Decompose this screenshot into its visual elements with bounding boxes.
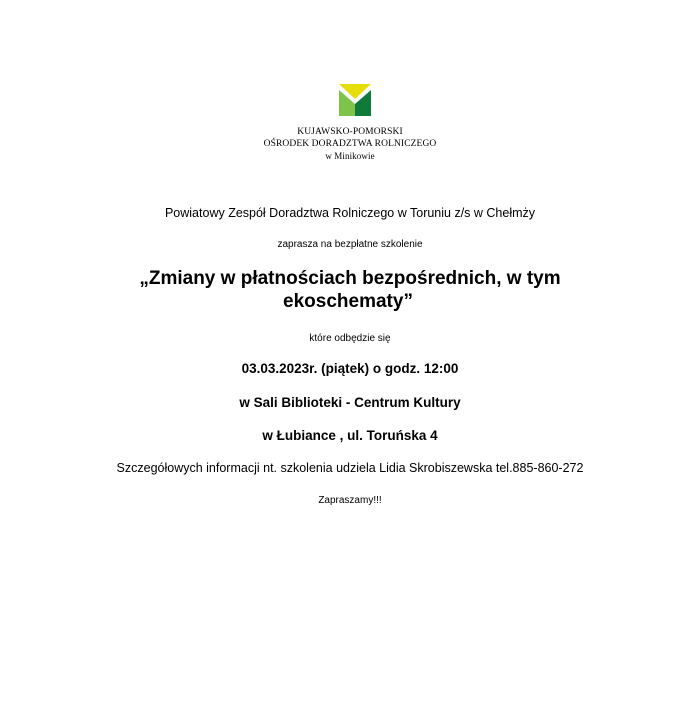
kodr-logo-icon (339, 84, 371, 116)
organization-name-line-2: OŚRODEK DORADZTWA ROLNICZEGO (263, 139, 437, 149)
which-text: które odbędzie się (309, 333, 391, 344)
event-place: w Sali Biblioteki - Centrum Kultury (239, 395, 461, 410)
contact-info: Szczegółowych informacji nt. szkolenia udziela Lidia Skrobiszewska tel.885-860-272 (116, 461, 584, 475)
organization-name-line-1: KUJAWSKO-POMORSKI (297, 127, 403, 137)
organization-location: w Minikowie (325, 151, 375, 161)
welcome-text: Zapraszamy!!! (318, 495, 382, 506)
training-title-line-1: „Zmiany w płatnościach bezpośrednich, w tym (139, 268, 561, 289)
event-date: 03.03.2023r. (piątek) o godz. 12:00 (241, 361, 459, 376)
invite-text: zaprasza na bezpłatne szkolenie (277, 239, 423, 250)
organizer-text: Powiatowy Zespół Doradztwa Rolniczego w Toruniu z/s w Chełmży (164, 206, 536, 220)
event-address: w Łubiance , ul. Toruńska 4 (262, 428, 438, 443)
training-title-line-2: ekoschematy” (283, 291, 413, 312)
